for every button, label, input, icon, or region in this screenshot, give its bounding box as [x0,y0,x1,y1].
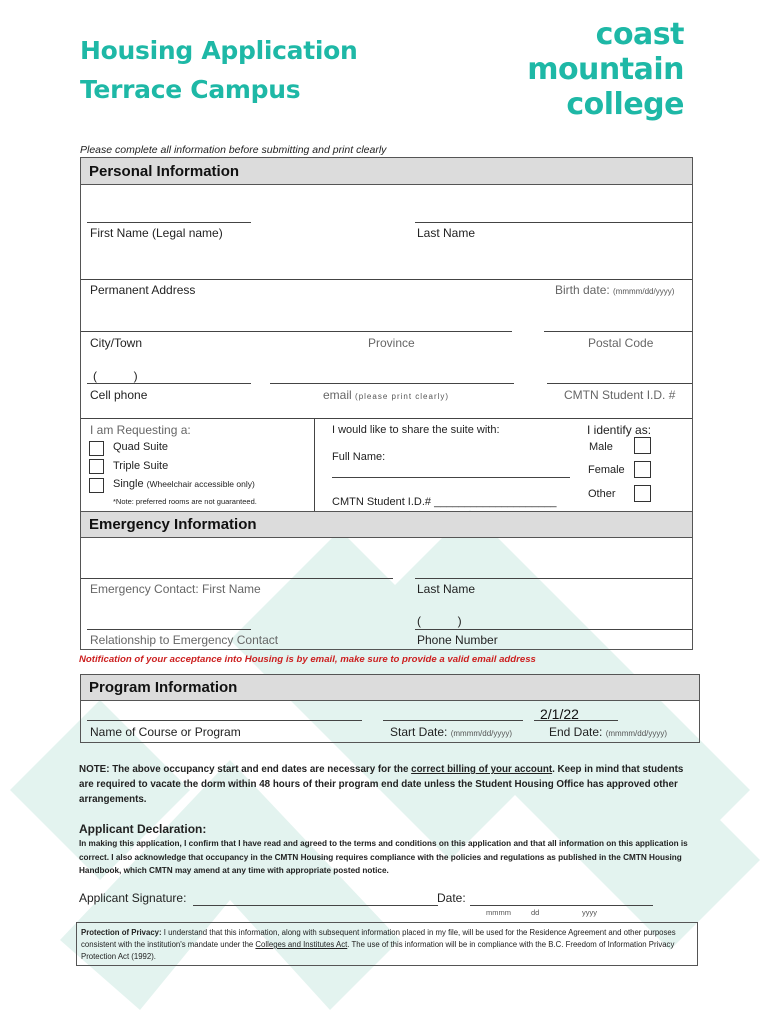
share-student-id-field[interactable]: CMTN Student I.D.# ____________________ [332,496,557,508]
requesting-label: I am Requesting a: [90,423,191,437]
course-label: Name of Course or Program [90,725,241,739]
last-name-label: Last Name [417,226,476,240]
birth-date-text: Birth date: [555,283,610,297]
male-label: Male [589,441,613,453]
start-date-text: Start Date: [390,725,448,739]
other-checkbox[interactable] [634,485,651,502]
male-checkbox[interactable] [634,437,651,454]
declaration-text: In making this application, I confirm that I have read and agreed to the terms and conditions on this application and that all information on this application is correct. I also acknowledge that occupancy in the CMTN Housing requires compliance with the policies and regulations as published in the CMTN Housing Handbook, which CMTN may amend at any time with appropriate posted notice. [79,839,688,875]
quad-suite-checkbox[interactable] [89,441,104,456]
course-field[interactable] [87,720,362,721]
colleges-act-link: Colleges and Institutes Act [255,940,348,949]
preferred-rooms-note: *Note: preferred rooms are not guaranteed. [113,497,257,506]
start-date-field[interactable] [383,720,523,721]
request-vertical-divider [314,418,315,512]
occupancy-note [79,762,691,807]
privacy-box [76,922,698,966]
last-name-field[interactable] [415,222,692,223]
first-name-field[interactable] [87,222,251,223]
city-label: City/Town [90,336,143,350]
female-label: Female [588,464,625,476]
email-notice: Notification of your acceptance into Housing is by email, make sure to provide a valid email address [79,654,536,665]
triple-suite-checkbox[interactable] [89,459,104,474]
personal-info-heading: Personal Information [81,158,692,185]
end-date-format: (mmmm/dd/yyyy) [605,729,668,738]
emergency-first-name-label: Emergency Contact: First Name [90,582,261,596]
cell-phone-field[interactable] [87,383,251,384]
single-suite-label [113,478,255,490]
emergency-last-name-field[interactable] [415,578,692,579]
address-label: Permanent Address [90,283,196,297]
signature-label: Applicant Signature: [79,891,187,905]
emergency-last-name-label: Last Name [417,582,476,596]
privacy-label: Protection of Privacy: [81,928,162,937]
date-day-hint: dd [531,908,540,917]
date-year-hint: yyyy [582,908,597,917]
area-code-parens: ( ) [93,369,138,383]
start-date-label [390,725,512,739]
privacy-text [81,927,693,963]
city-field[interactable] [81,331,512,332]
quad-suite-label: Quad Suite [113,441,169,453]
note-prefix: NOTE: The above occupancy start and end dates are necessary for the [79,764,412,775]
single-text: Single [113,478,144,490]
female-checkbox[interactable] [634,461,651,478]
cell-phone-label: Cell phone [90,388,148,402]
signature-date-field[interactable] [470,905,653,906]
form-title-line1: Housing Application [80,36,358,65]
share-suite-label: I would like to share the suite with: [332,424,500,436]
email-text: email [323,388,352,402]
signature-field[interactable] [193,905,438,906]
end-date-field[interactable] [534,720,618,721]
student-id-label: CMTN Student I.D. # [564,388,676,402]
personal-info-section [80,157,693,513]
emergency-first-name-field[interactable] [81,578,393,579]
logo-line1: coast [595,17,684,52]
address-field[interactable] [81,279,692,280]
logo-line3: college [566,87,684,122]
date-month-hint: mmmm [486,908,511,917]
email-field[interactable] [270,383,514,384]
province-label: Province [368,336,415,350]
date-label: Date: [437,891,466,905]
phone-parens: ( ) [417,614,462,628]
email-label [323,388,449,402]
privacy-text-1: I understand that this information, along with subsequent information placed in my file, will be used for the Residence Agreement and other purposes consistent with the institution's mandate under the [81,928,676,949]
postal-code-label: Postal Code [588,336,654,350]
full-name-label: Full Name: [332,451,386,463]
phone-number-field[interactable] [415,629,692,630]
email-hint: (please print clearly) [355,392,450,401]
identify-as-label: I identify as: [587,423,652,437]
relationship-label: Relationship to Emergency Contact [90,633,279,647]
relationship-field[interactable] [87,629,251,630]
intro-instruction: Please complete all information before submitting and print clearly [80,144,387,156]
birth-date-label [555,283,674,297]
first-name-label: First Name (Legal name) [90,226,223,240]
student-id-field[interactable] [547,383,692,384]
form-title-line2: Terrace Campus [80,75,301,104]
triple-suite-label: Triple Suite [113,460,169,472]
birth-date-field[interactable] [544,331,692,332]
declaration-heading: Applicant Declaration: [79,822,207,836]
note-rest: . Keep in mind that students are required to vacate the dorm within 48 hours of their program end date unless the Student Housing Office has approved other arrangements. [79,764,684,805]
privacy-text-2: . The use of this information will be in compliance with the B.C. Freedom of Information Privacy Protection Act (1992). [81,940,675,961]
phone-number-label: Phone Number [417,633,498,647]
logo-line2: mountain [527,52,684,87]
share-full-name-field[interactable] [332,477,570,478]
birth-date-format: (mmmm/dd/yyyy) [613,287,675,296]
end-date-text: End Date: [549,725,603,739]
start-date-format: (mmmm/dd/yyyy) [450,729,513,738]
program-heading: Program Information [81,675,699,701]
single-suite-checkbox[interactable] [89,478,104,493]
other-label: Other [588,488,616,500]
request-divider [81,418,692,419]
end-date-label [549,725,667,739]
college-logo [527,17,684,122]
end-date-value[interactable]: 2/1/22 [540,706,579,722]
emergency-heading: Emergency Information [81,512,692,538]
billing-link-text: correct billing of your account [411,764,553,775]
single-hint: (Wheelchair accessible only) [146,479,255,489]
